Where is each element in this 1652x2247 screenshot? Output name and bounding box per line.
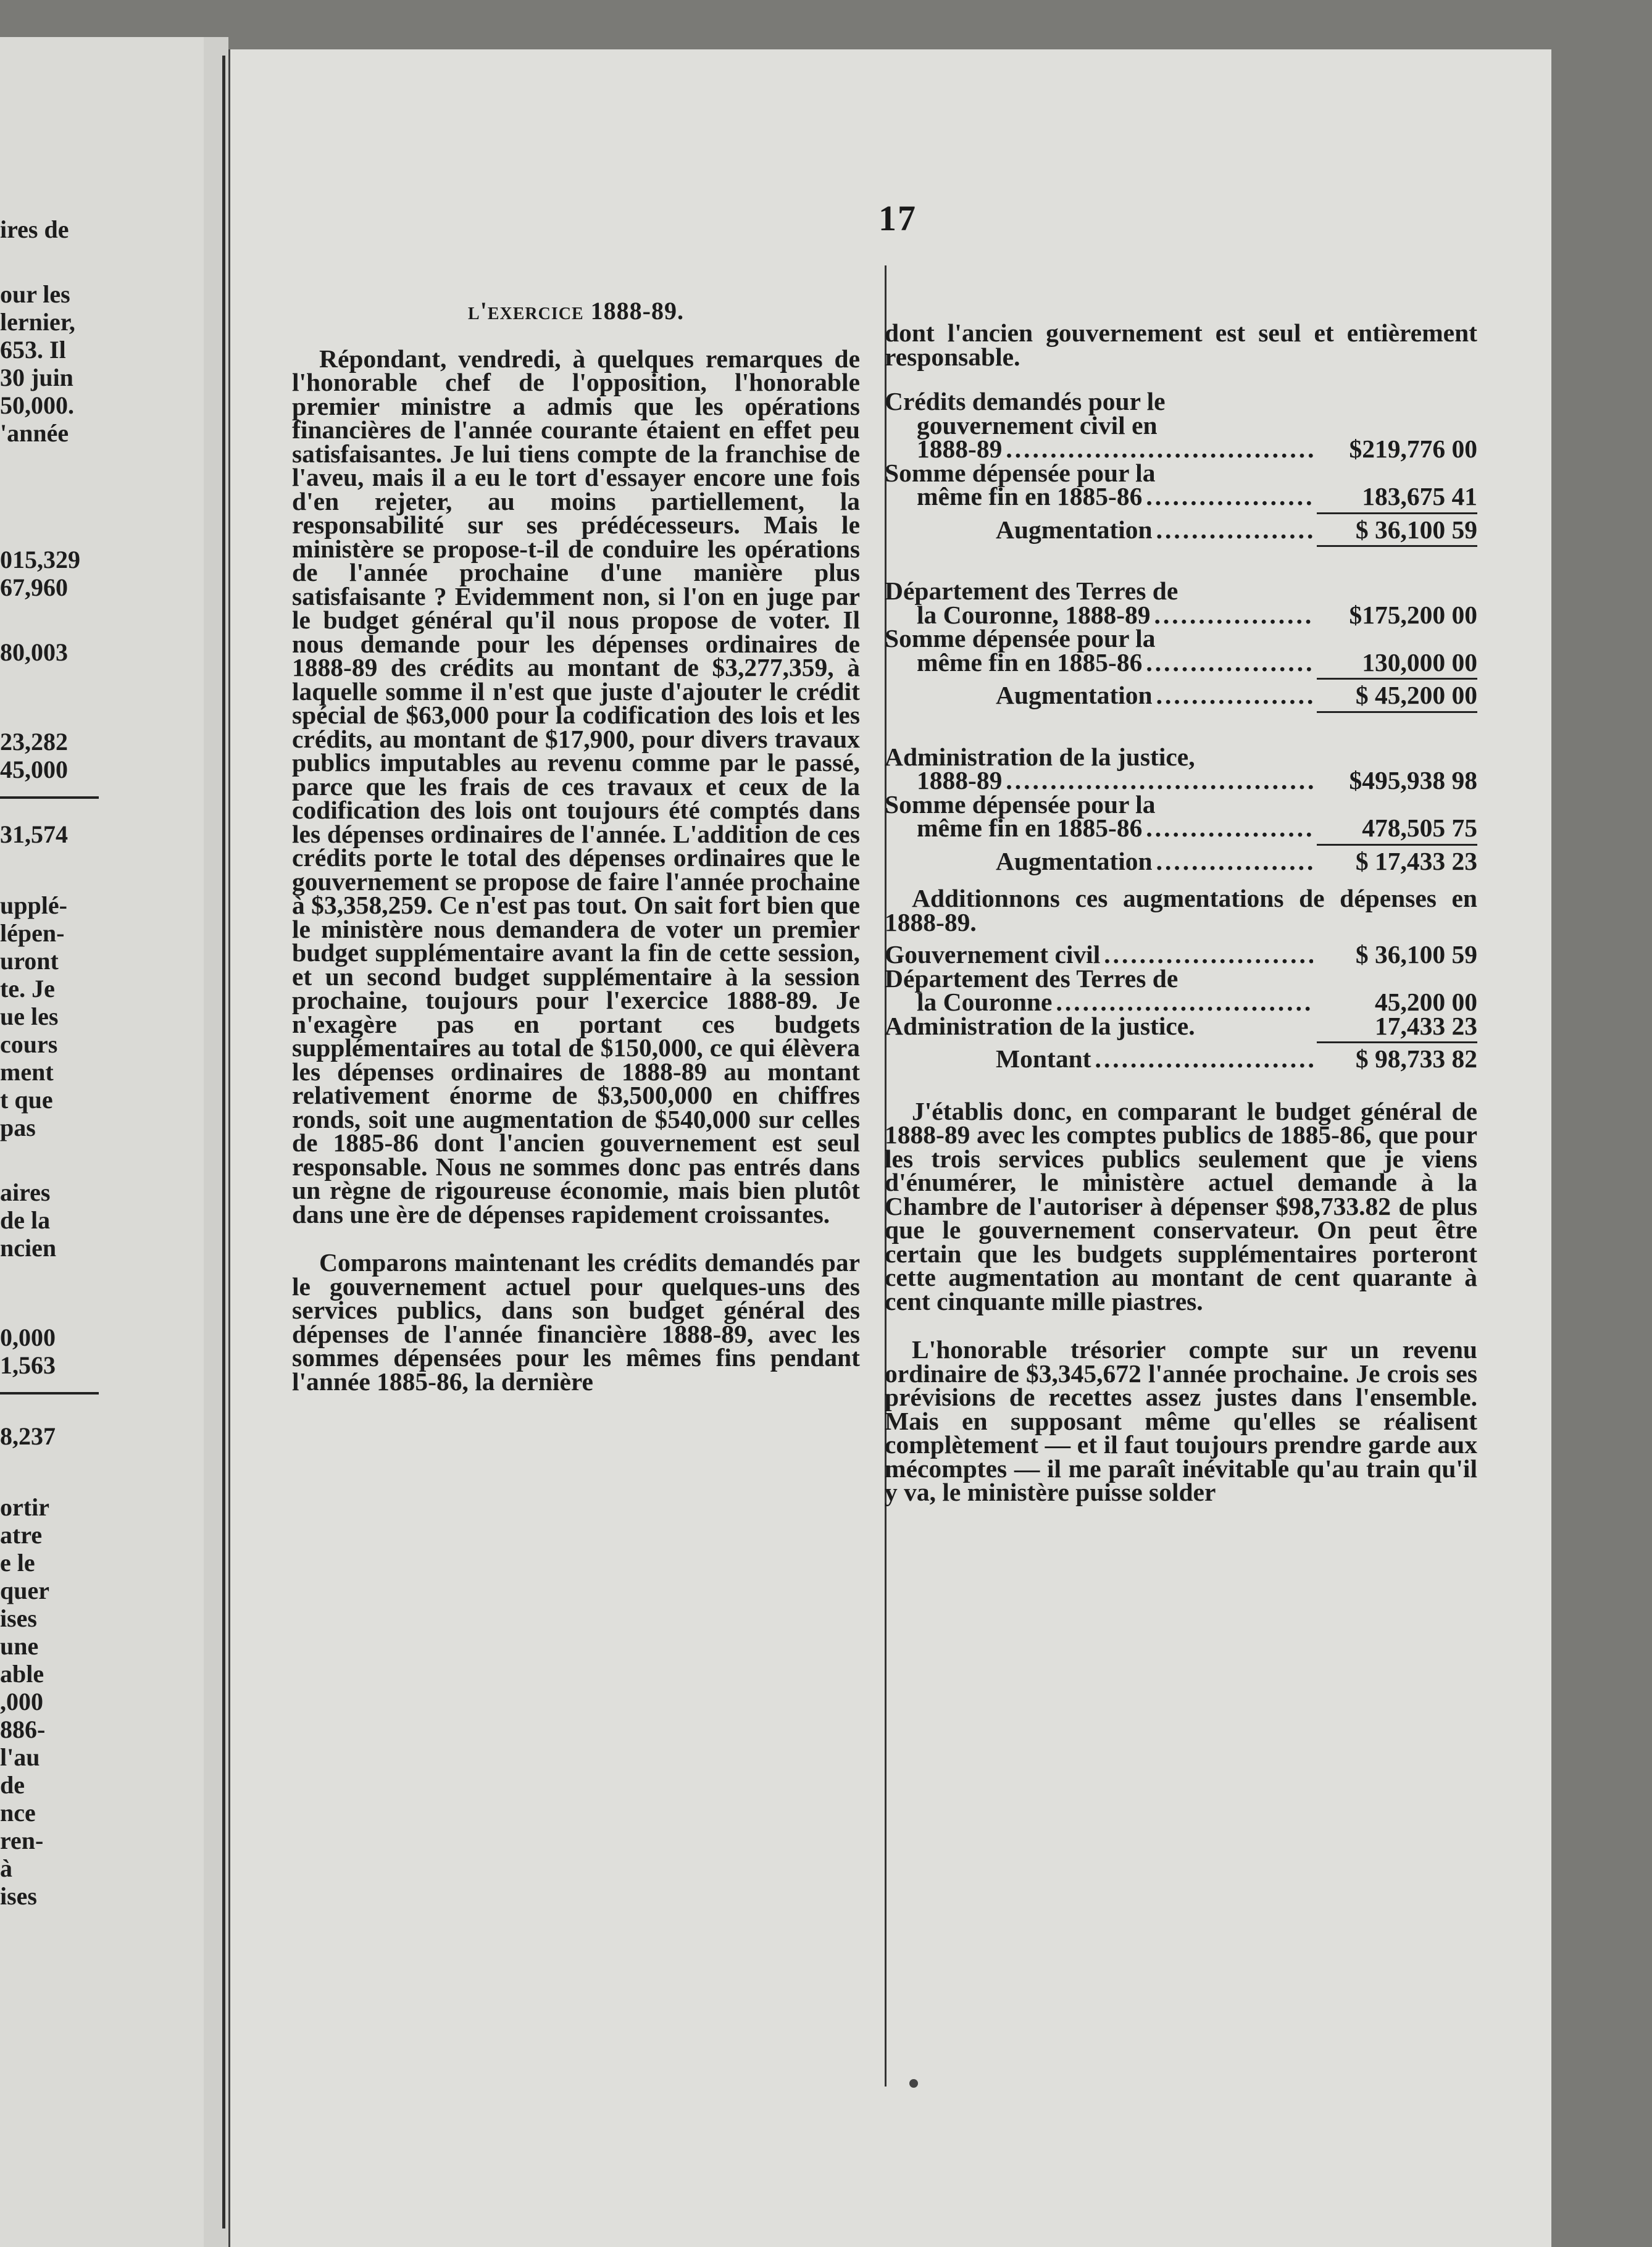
ledger-title: Département des Terres de (885, 964, 1179, 993)
sum-rule (1317, 711, 1477, 713)
left-page-fragment: l'au (0, 1743, 40, 1771)
left-page-fragment: à (0, 1854, 12, 1882)
main-page (228, 49, 1551, 2247)
leader-dots (1104, 943, 1313, 967)
ledger-row (885, 1011, 1477, 1040)
paragraph: J'établis donc, en comparant le budget général de 1888-89 avec les comptes publics de 1885-86, que pour les trois services publics seulement que je viens d'énumérer, le ministère actuel demande à la Chambre de l'autoriser à dépenser $98,733.82 de plus que le gouvernement conservateur. On peut être certain que les budgets supplémentaires porteront cette augmentation au montant de cent quarante à cent cinquante mille piastres. (885, 1096, 1477, 1315)
left-page-fragment: 80,003 (0, 638, 68, 666)
left-page-fragment: upplé- (0, 891, 67, 919)
left-page-fragment: 886- (0, 1715, 46, 1743)
ledger-label: Augmentation (996, 681, 1153, 709)
left-page-fragment: ortir (0, 1493, 49, 1521)
ledger-label: Gouvernement civil (885, 940, 1101, 969)
left-page-fragment: lernier, (0, 308, 75, 336)
ledger-label: Augmentation (996, 515, 1153, 544)
leader-dots (1156, 518, 1313, 542)
ledger-amount: $ 36,100 59 (1355, 515, 1477, 544)
left-facing-page (0, 37, 206, 2247)
left-page-fragment: de (0, 1771, 25, 1799)
left-page-fragment: lépen- (0, 919, 65, 947)
ledger-group-crown-lands (885, 579, 1477, 713)
left-page-fragment: quer (0, 1577, 49, 1604)
paragraph: Répondant, vendredi, à quelques remarques de l'honorable chef de l'opposition, l'honorable premier ministre a admis que les opérations financières de l'année courante étaient en effet peu satisfaisantes. Je lui tiens compte de la franchise de l'aveu, mais il a eu le tort d'essayer encore une fois d'en rejeter, au moins partiellement, la responsabilité sur ses prédécesseurs. Mais le ministère se propose-t-il de conduire les opérations de l'année prochaine d'une manière plus satisfaisante ? Evidemment non, si l'on en juge par le budget général qu'il nous propose de voter. Il nous demande pour les dépenses ordinaires de 1888-89 des crédits au montant de $3,277,359, à laquelle somme il n'est que juste d'ajouter le crédit spécial de $63,000 pour la codification des lois et les crédits, au montant de $17,900, pour divers travaux publics imputables au revenu comme par le passé, parce que les frais de ces travaux et ceux de la codification des lois ont toujours été comptés dans les dépenses ordinaires de l'année. L'addition de ces crédits porte le total des dépenses ordinaires que le gouvernement se propose de faire l'année prochaine à $3,358,259. Ce n'est pas tout. On sait fort bien que le ministère nous demandera de voter un premier budget supplémentaire avant la fin de cette session, et un second budget supplémentaire à la session prochaine, toujours pour l'exercice 1888-89. Je n'exagère pas en portant ces budgets supplémentaires au total de $150,000, ce qui élèvera les dépenses ordinaires de 1888-89 au montant relativement énorme de $3,500,000 en chiffres ronds, soit une augmentation de $540,000 sur celles de 1885-86 dont l'ancien gouvernement est seul responsable. Nous ne sommes donc pas entrés dans un règne de rigoureuse économie, mais bien plutôt dans une ère de dépenses rapidement croissantes. (292, 344, 860, 1228)
left-page-fragment: ,000 (0, 1688, 43, 1715)
ledger-label: la Couronne, 1888-89 (917, 600, 1151, 629)
left-page-fragment: 'année (0, 419, 69, 447)
left-page-fragment: nce (0, 1799, 36, 1827)
left-page-fragment: 30 juin (0, 364, 73, 391)
ledger-amount: $ 36,100 59 (1355, 940, 1477, 969)
ledger-row (885, 482, 1477, 511)
ledger-amount: $219,776 00 (1349, 435, 1477, 463)
leader-dots (1006, 437, 1313, 461)
ledger-title: gouvernement civil en (917, 411, 1158, 440)
left-page-rule (0, 1392, 99, 1394)
left-page-fragment: de la (0, 1206, 51, 1234)
ledger-amount: $ 17,433 23 (1355, 846, 1477, 875)
left-page-fragment: ren- (0, 1827, 44, 1854)
left-page-fragment: aires (0, 1178, 51, 1206)
sum-rule (1317, 844, 1477, 846)
ledger-total-row (885, 1044, 1477, 1073)
ledger-label: Montant (996, 1044, 1091, 1073)
left-page-text-fragments (0, 37, 204, 2247)
ink-spot (909, 2079, 918, 2088)
ledger-title: Administration de la justice, (885, 742, 1195, 771)
leader-dots (1006, 769, 1313, 793)
left-page-fragment: 653. Il (0, 336, 66, 364)
ledger-group-justice (885, 742, 1477, 875)
ledger-title: Somme dépensée pour la (885, 458, 1156, 487)
paragraph: Additionnons ces augmentations de dépenses en 1888-89. (885, 884, 1477, 936)
ledger-label: 1888-89 (917, 435, 1003, 463)
leader-dots (1146, 651, 1313, 675)
left-page-fragment: 0,000 (0, 1324, 56, 1351)
left-page-fragment: te. Je (0, 975, 55, 1003)
leader-dots (1156, 683, 1313, 707)
sum-rule (1317, 512, 1477, 514)
left-page-fragment: une (0, 1632, 39, 1660)
left-page-fragment: 1,563 (0, 1351, 56, 1379)
paragraph-continuation: dont l'ancien gouvernement est seul et entièrement responsable. (885, 319, 1477, 371)
ledger-row (885, 766, 1477, 794)
section-heading: l'exercice 1888-89. (468, 297, 684, 325)
ledger-row (885, 940, 1477, 969)
paragraph: Comparons maintenant les crédits demandés par le gouvernement actuel pour quelques-uns des services publics, dans son budget général des dépenses de l'année financière 1888-89, avec les sommes dépensées pour les mêmes fins pendant l'année 1885-86, la dernière (292, 1248, 860, 1396)
left-page-fragment: ue les (0, 1003, 59, 1030)
ledger-row (885, 600, 1477, 629)
page-number: 17 (878, 198, 917, 238)
left-page-fragment: 31,574 (0, 820, 68, 848)
left-page-fragment: pas (0, 1114, 36, 1141)
leader-dots (1156, 849, 1313, 873)
ledger-total-row (885, 846, 1477, 875)
right-column (885, 321, 1477, 1529)
left-column (292, 299, 860, 1418)
left-page-fragment: 8,237 (0, 1422, 56, 1450)
left-page-fragment: ment (0, 1058, 54, 1086)
left-page-fragment: 50,000. (0, 391, 74, 419)
left-page-fragment: e le (0, 1549, 35, 1577)
left-page-fragment: ncien (0, 1234, 57, 1262)
ledger-row (885, 437, 1477, 461)
left-page-fragment: our les (0, 280, 70, 308)
ledger-total-row (885, 683, 1477, 707)
leader-dots (1154, 603, 1313, 627)
left-page-fragment: ires de (0, 215, 69, 243)
ledger-label: 1888-89 (917, 766, 1003, 794)
left-page-fragment: 23,282 (0, 728, 68, 756)
left-page-fragment: 45,000 (0, 756, 68, 783)
ledger-title: Département des Terres de (885, 577, 1179, 605)
ledger-label: même fin en 1885-86 (917, 482, 1143, 511)
left-page-fragment: ises (0, 1882, 37, 1910)
ledger-amount: 17,433 23 (1375, 1011, 1477, 1040)
left-page-fragment: able (0, 1660, 44, 1688)
leader-dots (1056, 990, 1313, 1014)
ledger-row (885, 648, 1477, 677)
ledger-amount: 183,675 41 (1362, 482, 1477, 511)
ledger-row (885, 816, 1477, 840)
ledger-amount: 478,505 75 (1362, 814, 1477, 842)
ledger-title: Somme dépensée pour la (885, 624, 1156, 652)
ledger-amount: $495,938 98 (1349, 766, 1477, 794)
ledger-group-civil (885, 387, 1477, 547)
ledger-amount: $ 98,733 82 (1355, 1044, 1477, 1073)
leader-dots (1146, 816, 1313, 840)
ledger-label: la Couronne (917, 988, 1053, 1016)
ledger-title: Crédits demandés pour le (885, 387, 1166, 415)
ledger-amount: $ 45,200 00 (1355, 681, 1477, 709)
left-page-fragment: uront (0, 947, 59, 975)
ledger-amount: $175,200 00 (1349, 600, 1477, 629)
ledger-label: Augmentation (996, 846, 1153, 875)
sum-rule (1317, 678, 1477, 680)
ledger-amount: 130,000 00 (1362, 648, 1477, 677)
leader-dots (1146, 485, 1313, 509)
left-page-fragment: ises (0, 1604, 37, 1632)
left-page-fragment: t que (0, 1086, 53, 1114)
ledger-total-row (885, 515, 1477, 544)
sum-rule (1317, 545, 1477, 547)
left-page-fragment: 67,960 (0, 573, 68, 601)
paragraph: L'honorable trésorier compte sur un revenu ordinaire de $3,345,672 l'année prochaine. Je crois ses prévisions de recettes assez justes dans l'ensemble. Mais en supposant même qu'elles se réalisent complètement — et il faut toujours prendre garde aux mécomptes — il me paraît inévitable qu'au train qu'il y va, le ministère puisse solder (885, 1335, 1477, 1506)
leader-dots (1095, 1047, 1313, 1071)
ledger-summary (885, 940, 1477, 1073)
ledger-label: même fin en 1885-86 (917, 648, 1143, 677)
ledger-amount: 45,200 00 (1375, 988, 1477, 1016)
left-page-fragment: cours (0, 1030, 58, 1058)
ledger-row (885, 990, 1477, 1014)
ledger-label: même fin en 1885-86 (917, 814, 1143, 842)
left-page-fragment: atre (0, 1521, 43, 1549)
left-page-fragment: 015,329 (0, 546, 80, 573)
binding-edge (222, 56, 225, 2228)
sum-rule (1317, 1041, 1477, 1043)
ledger-label: Administration de la justice. (885, 1011, 1195, 1040)
left-page-rule (0, 796, 99, 799)
ledger-title: Somme dépensée pour la (885, 790, 1156, 819)
